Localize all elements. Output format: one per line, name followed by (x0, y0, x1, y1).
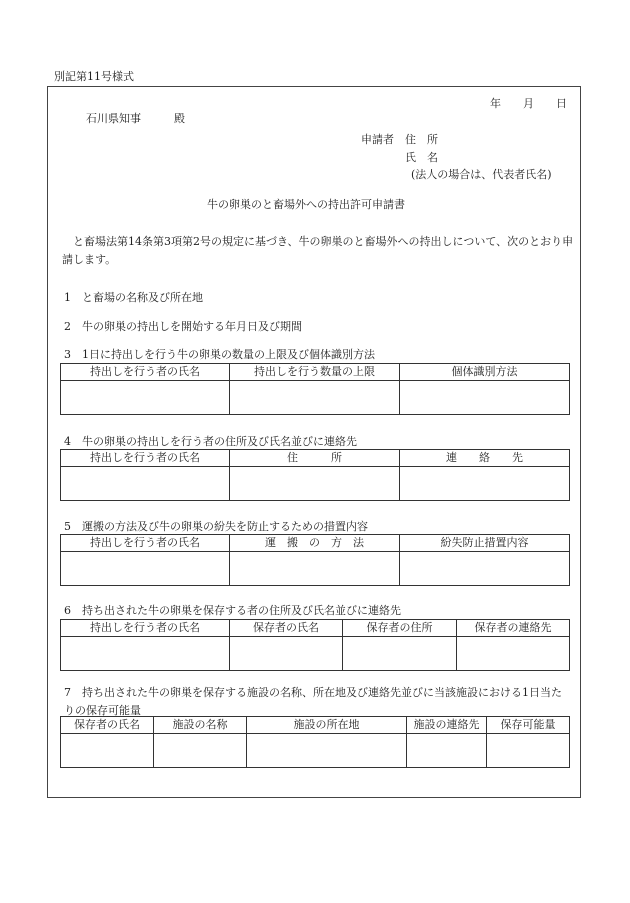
table-5-header: 持出しを行う者の氏名 (61, 535, 230, 552)
table-6-cell[interactable] (230, 637, 343, 671)
table-6-header: 保存者の氏名 (230, 620, 343, 637)
section-2-heading: 2 牛の卵巣の持出しを開始する年月日及び期間 (64, 320, 302, 333)
applicant-name-label: 氏 名 (405, 151, 438, 164)
table-4-cell[interactable] (400, 467, 570, 501)
table-6-cell[interactable] (343, 637, 457, 671)
table-7-header: 保存可能量 (487, 717, 570, 734)
table-6 (60, 619, 570, 671)
table-6-cell[interactable] (457, 637, 570, 671)
document-title: 牛の卵巣のと畜場外への持出許可申請書 (207, 198, 405, 211)
section-1-heading: 1 と畜場の名称及び所在地 (64, 291, 203, 304)
table-6-header: 保存者の住所 (343, 620, 457, 637)
section-4-heading: 4 牛の卵巣の持出しを行う者の住所及び氏名並びに連絡先 (64, 435, 357, 448)
table-4 (60, 449, 570, 501)
table-6-header: 保存者の連絡先 (457, 620, 570, 637)
section-7-heading: 7 持ち出された牛の卵巣を保存する施設の名称、所在地及び連絡先並びに当該施設における1日当たりの保存可能量 (64, 686, 562, 717)
table-7 (60, 716, 570, 768)
table-7-cell[interactable] (487, 734, 570, 768)
table-3-cell[interactable] (230, 381, 400, 415)
table-7-header: 施設の所在地 (247, 717, 407, 734)
table-5-header: 運 搬 の 方 法 (230, 535, 400, 552)
table-7-cell[interactable] (247, 734, 407, 768)
table-3-header: 持出しを行う者の氏名 (61, 364, 230, 381)
table-7-header: 施設の連絡先 (407, 717, 487, 734)
table-3 (60, 363, 570, 415)
table-7-cell[interactable] (61, 734, 154, 768)
table-4-header: 連 絡 先 (400, 450, 570, 467)
intro-paragraph (62, 233, 574, 269)
addressee: 石川県知事 殿 (86, 112, 185, 125)
table-4-header: 住 所 (230, 450, 400, 467)
table-3-header: 持出しを行う数量の上限 (230, 364, 400, 381)
applicant-note: (法人の場合は、代表者氏名) (411, 168, 552, 181)
table-5-cell[interactable] (400, 552, 570, 586)
table-7-header: 施設の名称 (154, 717, 247, 734)
table-6-cell[interactable] (61, 637, 230, 671)
table-3-cell[interactable] (61, 381, 230, 415)
table-4-cell[interactable] (230, 467, 400, 501)
table-3-header: 個体識別方法 (400, 364, 570, 381)
applicant-address-label: 住 所 (405, 133, 438, 146)
intro-text: と畜場法第14条第3項第2号の規定に基づき、牛の卵巣のと畜場外への持出しについて、次のとおり申請します。 (62, 235, 574, 266)
table-5 (60, 534, 570, 586)
table-5-cell[interactable] (230, 552, 400, 586)
table-5-cell[interactable] (61, 552, 230, 586)
table-5-header: 紛失防止措置内容 (400, 535, 570, 552)
date-line: 年 月 日 (490, 97, 567, 110)
table-3-cell[interactable] (400, 381, 570, 415)
table-4-header: 持出しを行う者の氏名 (61, 450, 230, 467)
section-5-heading: 5 運搬の方法及び牛の卵巣の紛失を防止するための措置内容 (64, 520, 368, 533)
table-6-header: 持出しを行う者の氏名 (61, 620, 230, 637)
table-7-header: 保存者の氏名 (61, 717, 154, 734)
applicant-label: 申請者 (361, 133, 394, 146)
table-4-cell[interactable] (61, 467, 230, 501)
table-7-cell[interactable] (407, 734, 487, 768)
section-3-heading: 3 1日に持出しを行う牛の卵巣の数量の上限及び個体識別方法 (64, 348, 375, 361)
table-7-cell[interactable] (154, 734, 247, 768)
form-id: 別記第11号様式 (54, 70, 134, 83)
section-7-heading-block (64, 684, 570, 720)
section-6-heading: 6 持ち出された牛の卵巣を保存する者の住所及び氏名並びに連絡先 (64, 604, 401, 617)
